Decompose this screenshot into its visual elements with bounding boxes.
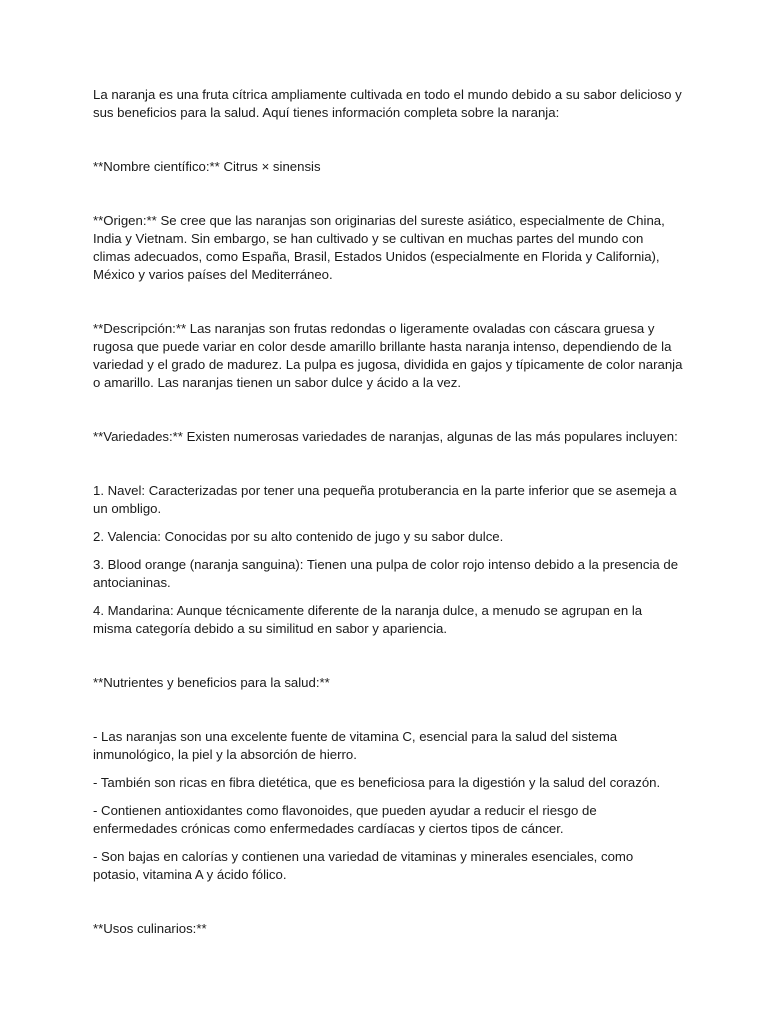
item-spacer bbox=[93, 546, 683, 556]
item-spacer bbox=[93, 592, 683, 602]
nutrient-item: - Las naranjas son una excelente fuente de vitamina C, esencial para la salud del sistema inmunológico, la piel y la absorción de hierro. bbox=[93, 729, 618, 762]
paragraph-spacer bbox=[93, 284, 683, 320]
nutrient-item: - Contienen antioxidantes como flavonoides, que pueden ayudar a reducir el riesgo de enfermedades crónicas como enfermedades cardíacas y ciertos tipos de cáncer. bbox=[93, 803, 597, 836]
item-spacer bbox=[93, 764, 683, 774]
origin-paragraph: **Origen:** Se cree que las naranjas son originarias del sureste asiático, especialmente de China, India y Vietnam. Sin embargo, se han cultivado y se cultivan en muchas partes del mundo con climas adecuados, como España, Brasil, Estados Unidos (especialmente en Florida y California), México y varios países del Mediterráneo. bbox=[93, 213, 665, 282]
paragraph-spacer bbox=[93, 122, 683, 158]
description-paragraph: **Descripción:** Las naranjas son frutas redondas o ligeramente ovaladas con cáscara gruesa y rugosa que puede variar en color desde amarillo brillante hasta naranja intenso, dependiendo de la variedad y el grado de madurez. La pulpa es jugosa, dividida en gajos y típicamente de color naranja o amarillo. Las naranjas tienen un sabor dulce y ácido a la vez. bbox=[93, 321, 683, 390]
item-spacer bbox=[93, 838, 683, 848]
variety-item: 4. Mandarina: Aunque técnicamente diferente de la naranja dulce, a menudo se agrupan en la misma categoría debido a su similitud en sabor y apariencia. bbox=[93, 603, 643, 636]
nutrients-heading: **Nutrientes y beneficios para la salud:** bbox=[93, 675, 330, 690]
item-spacer bbox=[93, 518, 683, 528]
intro-paragraph: La naranja es una fruta cítrica ampliamente cultivada en todo el mundo debido a su sabor delicioso y sus beneficios para la salud. Aquí tienes información completa sobre la naranja: bbox=[93, 87, 682, 120]
varieties-heading: **Variedades:** Existen numerosas variedades de naranjas, algunas de las más populares incluyen: bbox=[93, 429, 678, 444]
item-spacer bbox=[93, 792, 683, 802]
paragraph-spacer bbox=[93, 884, 683, 920]
culinary-heading: **Usos culinarios:** bbox=[93, 921, 207, 936]
variety-item: 1. Navel: Caracterizadas por tener una pequeña protuberancia en la parte inferior que se asemeja a un ombligo. bbox=[93, 483, 677, 516]
nutrient-item: - También son ricas en fibra dietética, que es beneficiosa para la digestión y la salud del corazón. bbox=[93, 775, 661, 790]
paragraph-spacer bbox=[93, 638, 683, 674]
paragraph-spacer bbox=[93, 392, 683, 428]
paragraph-spacer bbox=[93, 176, 683, 212]
document-body bbox=[93, 86, 683, 938]
paragraph-spacer bbox=[93, 692, 683, 728]
variety-item: 3. Blood orange (naranja sanguina): Tienen una pulpa de color rojo intenso debido a la presencia de antocianinas. bbox=[93, 557, 679, 590]
scientific-name-paragraph: **Nombre científico:** Citrus × sinensis bbox=[93, 159, 321, 174]
variety-item: 2. Valencia: Conocidas por su alto contenido de jugo y su sabor dulce. bbox=[93, 529, 504, 544]
paragraph-spacer bbox=[93, 446, 683, 482]
nutrient-item: - Son bajas en calorías y contienen una variedad de vitaminas y minerales esenciales, como potasio, vitamina A y ácido fólico. bbox=[93, 849, 634, 882]
